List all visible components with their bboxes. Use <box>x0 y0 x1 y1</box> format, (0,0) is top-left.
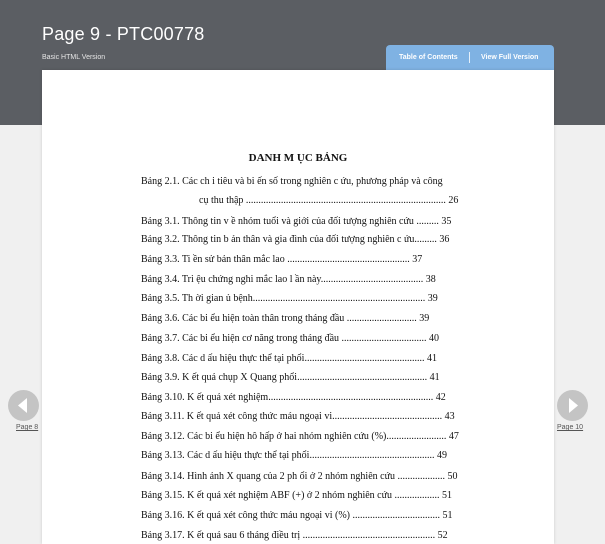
table-of-contents-link[interactable]: Table of Contents <box>399 54 458 61</box>
toc-entry: Bảng 3.12. Các bi ểu hiện hô hấp ở hai nhóm nghiên cứu (%)........................ 47 <box>141 431 459 442</box>
view-full-version-link[interactable]: View Full Version <box>481 54 539 61</box>
toc-entry: Bảng 3.1. Thông tin v ề nhóm tuổi và giới của đối tượng nghiên cứu ......... 35 <box>141 216 452 227</box>
toc-entry: Bảng 3.2. Thông tin b ản thân và gia đình của đối tượng nghiên c ứu......... 36 <box>141 234 450 245</box>
toc-entry: Bảng 3.7. Các bi ểu hiện cơ năng trong tháng đầu .................................. 40 <box>141 333 440 344</box>
toc-entry: Bảng 3.11. K ết quả xét công thức máu ngoại vi............................................ 43 <box>141 411 455 422</box>
next-page-button[interactable] <box>557 390 588 421</box>
previous-page-link[interactable]: Page 8 <box>16 424 39 431</box>
toc-entry-continuation: cụ thu thập ................................................................................ 26 <box>199 195 459 206</box>
tab-bar <box>386 45 554 70</box>
toc-entry: Bảng 3.16. K ết quả xét công thức máu ngoại vi (%) ................................... 51 <box>141 510 453 521</box>
previous-page-button[interactable] <box>8 390 39 421</box>
toc-entry: Bảng 3.5. Th ời gian ủ bệnh..................................................................... 39 <box>141 293 438 304</box>
next-page-link[interactable]: Page 10 <box>557 424 584 431</box>
page-title: Page 9 - PTC00778 <box>42 24 205 44</box>
toc-entry: Bảng 3.3. Ti ền sử bản thân mắc lao ................................................. 37 <box>141 254 423 265</box>
toc-entry: Bảng 2.1. Các ch i tiêu và bi ến số trong nghiên c ứu, phương pháp và công <box>141 176 443 187</box>
toc-entry: Bảng 3.9. K ết quả chụp X Quang phổi.................................................... 41 <box>141 372 440 383</box>
tab-separator <box>469 52 470 63</box>
document-title: DANH M ỤC BẢNG <box>248 152 348 164</box>
page-subtitle: Basic HTML Version <box>42 54 106 61</box>
toc-entry: Bảng 3.15. K ết quả xét nghiệm ABF (+) ở 2 nhóm nghiên cứu .................. 51 <box>141 490 453 501</box>
toc-entry: Bảng 3.13. Các d ấu hiệu thực thể tại phổi.................................................. 49 <box>141 450 447 461</box>
chevron-left-icon <box>8 390 39 421</box>
toc-entry: Bảng 3.4. Tri ệu chứng nghi mắc lao l ần này......................................... 38 <box>141 274 436 285</box>
toc-entry: Bảng 3.8. Các d ấu hiệu thực thể tại phổi................................................ 41 <box>141 353 437 364</box>
chevron-right-icon <box>557 390 588 421</box>
toc-entry: Bảng 3.14. Hình ảnh X quang của 2 ph ổi ở 2 nhóm nghiên cứu ................... 50 <box>141 471 458 482</box>
toc-entry: Bảng 3.6. Các bi ểu hiện toàn thân trong tháng đầu ............................ 39 <box>141 313 430 324</box>
toc-entry: Bảng 3.17. K ết quả sau 6 tháng điều trị ..................................................... 52 <box>141 530 448 541</box>
toc-entry: Bảng 3.10. K ết quả xét nghiệm.................................................................. 42 <box>141 392 446 403</box>
document-page <box>42 70 554 544</box>
